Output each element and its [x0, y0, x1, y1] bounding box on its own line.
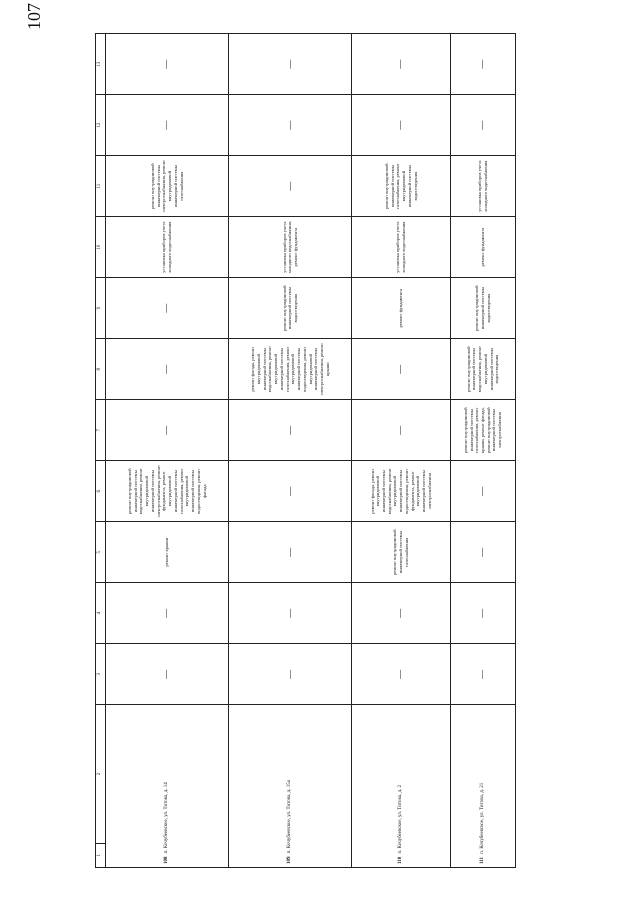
table-cell: — — [352, 400, 450, 461]
table-cell: ремонт крыши — [106, 522, 229, 583]
table-cell: — — [352, 339, 450, 400]
table-cell: — — [352, 95, 450, 156]
header-cell: 6 — [96, 461, 106, 522]
table-row — [450, 34, 515, 868]
table-cell: — — [229, 95, 352, 156]
table-cell: установка приборов учета холодного водоснабжения — [106, 217, 229, 278]
table-cell: ремонт внутридомовой инженерной системы газоснабжения, ремонт внутридомовой инженерной системы водоотведения — [352, 156, 450, 217]
table-cell: установка приборов учета холодного водоснабжения — [450, 156, 515, 217]
row-number: 110 — [397, 856, 403, 864]
table-cell: — — [229, 400, 352, 461]
table-cell: — — [450, 644, 515, 705]
table-cell: — — [229, 522, 352, 583]
header-cell: 12 — [96, 95, 106, 156]
header-cell: 2 — [96, 705, 106, 843]
table-cell: — — [450, 583, 515, 644]
table-cell: ремонт внутридомовой инженерной системы газоснабжения — [352, 522, 450, 583]
table-cell: — — [450, 522, 515, 583]
address-cell — [229, 705, 352, 868]
row-number: 109 — [287, 856, 293, 864]
row-address: п. Кочубеевское, ул. Титова, д. 21 — [479, 782, 485, 854]
table-cell: установка приборов учета холодного водоснабжения, ремонт фундамента — [229, 217, 352, 278]
header-row — [96, 34, 106, 868]
table-cell: — — [106, 34, 229, 95]
table-cell: — — [352, 644, 450, 705]
table-cell: — — [229, 34, 352, 95]
header-cell: 4 — [96, 583, 106, 644]
table-cell: ремонт внутридомовой инженерной системы газоснабжения, ремонт крыши, ремонт фасада, ремонт внутридомовой инженерной системы электроснабжения — [450, 400, 515, 461]
header-cell: 7 — [96, 400, 106, 461]
header-cell: 5 — [96, 522, 106, 583]
table-cell: — — [106, 400, 229, 461]
table-cell: ремонт внутридомовой инженерной системы водоотведения — [450, 278, 515, 339]
page-number: 107 — [24, 3, 44, 30]
header-cell: 9 — [96, 278, 106, 339]
table-cell: — — [106, 339, 229, 400]
header-cell: 8 — [96, 339, 106, 400]
header-cell: 10 — [96, 217, 106, 278]
table-cell: — — [229, 461, 352, 522]
row-number: 111 — [479, 857, 485, 864]
table-row — [352, 34, 450, 868]
table-container — [95, 33, 516, 868]
row-address: п. Кочубеевское, ул. Титова, д. 15а — [287, 779, 293, 854]
table-cell: — — [352, 583, 450, 644]
table-cell: ремонт фундамента — [352, 278, 450, 339]
work-plan-table — [95, 33, 516, 868]
address-cell — [352, 705, 450, 868]
table-cell: установка приборов учета холодного водоснабжения — [352, 217, 450, 278]
table-cell: — — [450, 461, 515, 522]
table-cell: — — [450, 95, 515, 156]
table-cell: ремонт фасада, ремонт внутридомовой инженерной системы водоснабжения, ремонт внутридомовой инженерной системы водоотведения, ремонт фундамента, ремонт внутридомовой инженерной системы электроснабжения — [352, 461, 450, 522]
row-number: 108 — [163, 856, 169, 864]
table-cell: — — [229, 156, 352, 217]
table-cell: ремонт внутридомовой инженерной системы электроснабжения, ремонт внутридомовой инженерной системы газоснабжения — [106, 156, 229, 217]
table-row — [106, 34, 229, 868]
table-cell: — — [352, 34, 450, 95]
address-cell — [106, 705, 229, 868]
header-cell: 13 — [96, 34, 106, 95]
table-cell: ремонт внутридомовой инженерной системы водоснабжения, ремонт внутридомовой инженерной системы электроснабжения, ремонт фундамента, ремонт внутридомовой инженерной системы газоснабжения, ремонт внутридомовой инженерной системы водоотведения, ремонт фасада — [106, 461, 229, 522]
table-cell: ремонт внутридомовой инженерной системы водоснабжения, ремонт внутридомовой инженерной системы водоотведения — [450, 339, 515, 400]
table-row — [229, 34, 352, 868]
header-cell: 1 — [96, 843, 106, 867]
table-cell: — — [450, 34, 515, 95]
address-cell — [450, 705, 515, 868]
table-cell: ремонт фасада, ремонт внутридомовой инженерной системы водоснабжения, ремонт внутридомовой инженерной системы газоснабжения, ремонт внутридомовой инженерной системы водоотведения, ремонт внутридомовой инженерной системы электроснабжения, ремонт крыши — [229, 339, 352, 400]
row-address: п. Кочубеевское, ул. Титова, д. 14 — [163, 782, 169, 854]
table-cell: — — [106, 278, 229, 339]
row-address: п. Кочубеевское, ул. Титова, д. 2 — [397, 784, 403, 854]
table-cell: — — [229, 644, 352, 705]
table-cell: ремонт фундамента — [450, 217, 515, 278]
table-cell: — — [106, 95, 229, 156]
table-cell: — — [229, 583, 352, 644]
header-cell: 11 — [96, 156, 106, 217]
table-cell: ремонт внутридомовой инженерной системы водоотведения — [229, 278, 352, 339]
table-cell: — — [106, 644, 229, 705]
table-cell: — — [106, 583, 229, 644]
header-cell: 3 — [96, 644, 106, 705]
